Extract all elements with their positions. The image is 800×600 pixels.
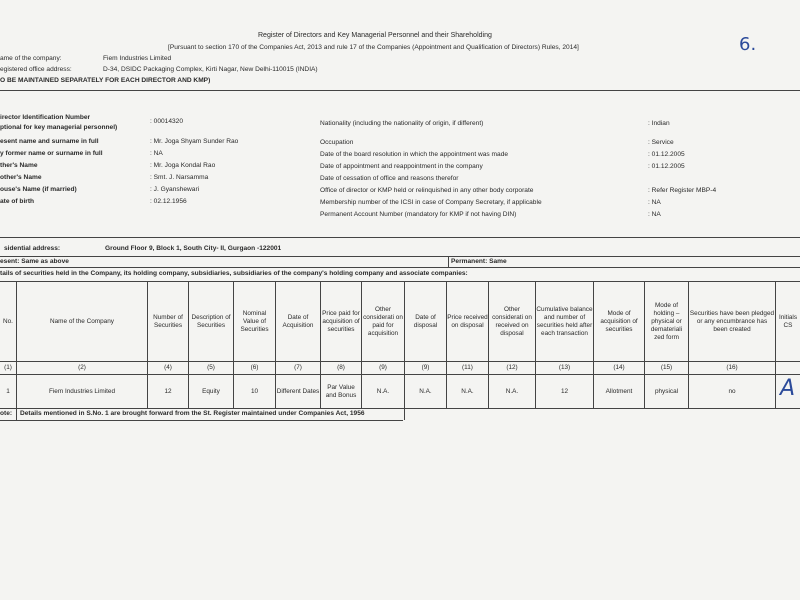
present-address: esent: Same as above	[0, 258, 69, 265]
column-number: (5)	[207, 364, 215, 371]
field-value: : Refer Register MBP-4	[648, 187, 717, 194]
column-header: Cumulative balance and number of securities held after each transaction	[536, 305, 593, 337]
table-cell: 10	[250, 387, 259, 395]
column-number: (13)	[558, 364, 571, 371]
table-cell: Equity	[202, 387, 220, 395]
field-label: Office of director or KMP held or relinquished in any other body corporate	[320, 187, 534, 194]
field-value: : NA	[648, 199, 661, 206]
column-header: No.	[3, 317, 13, 325]
field-label: ptional for key managerial personnel)	[0, 124, 118, 131]
column-number: (8)	[337, 364, 345, 371]
column-header: Name of the Company	[50, 317, 114, 325]
company-name-label: ame of the company:	[0, 55, 62, 62]
table-cell: N.A.	[376, 387, 390, 395]
table-border	[0, 420, 403, 421]
table-cell: 12	[164, 387, 172, 395]
divider	[448, 256, 449, 267]
field-label: Nationality (including the nationality of origin, if different)	[320, 120, 484, 127]
column-header: Price received on disposal	[447, 313, 488, 329]
table-cell: no	[728, 387, 736, 395]
divider	[0, 267, 800, 268]
permanent-address: Permanent: Same	[451, 258, 507, 265]
column-header: Securities have been pledged or any encumbrance has been created	[689, 309, 775, 333]
divider	[0, 237, 800, 238]
table-cell: N.A.	[505, 387, 519, 395]
field-label: esent name and surname in full	[0, 138, 99, 145]
office-address-value: D-34, DSIDC Packaging Complex, Kirti Nagar, New Delhi-110015 (INDIA)	[103, 66, 318, 73]
field-label: Permanent Account Number (mandatory for KMP if not having DIN)	[320, 211, 517, 218]
column-header: Number of Securities	[153, 313, 183, 329]
column-number: (9)	[421, 364, 430, 371]
field-value: : J. Gyanshewari	[150, 186, 200, 193]
table-cell: 1	[6, 387, 10, 395]
table-cell: Par Value and Bonus	[325, 383, 357, 399]
column-number: (9)	[379, 364, 387, 371]
securities-heading: tails of securities held in the Company, its holding company, subsidiaries, subsidiaries of the company's holding company and associate companies:	[0, 270, 468, 277]
table-cell: N.A.	[461, 387, 474, 395]
column-header: Mode of acquisition of securities	[600, 309, 638, 333]
maintenance-note: O BE MAINTAINED SEPARATELY FOR EACH DIRECTOR AND KMP)	[0, 77, 211, 84]
note-label: ote:	[0, 410, 13, 417]
column-number: (15)	[660, 364, 673, 371]
table-cell: Different Dates	[276, 387, 320, 395]
field-label: ther's Name	[0, 162, 38, 169]
table-cell: Fiem Industries Limited	[48, 387, 116, 395]
column-header: Mode of holding – physical or demateriali zed form	[650, 301, 683, 341]
table-cell: physical	[654, 387, 679, 395]
field-value: : 01.12.2005	[648, 151, 685, 158]
handwritten-initials: A	[780, 376, 796, 401]
register-title: Register of Directors and Key Managerial Personnel and their Shareholding	[258, 32, 492, 39]
handwritten-page-mark: 6.	[739, 34, 757, 55]
column-header: Other considerati on paid for acquisition	[363, 305, 403, 337]
column-number: (11)	[462, 364, 473, 371]
field-label: ouse's Name (if married)	[0, 186, 77, 193]
field-label: Date of appointment and reappointment in the company	[320, 163, 483, 170]
field-value: : Mr. Joga Shyam Sunder Rao	[150, 138, 239, 145]
column-number: (1)	[4, 364, 12, 371]
column-number: (2)	[78, 364, 86, 371]
table-cell: Allotment	[605, 387, 633, 395]
column-header: Price paid for acquisition of securities	[322, 309, 360, 333]
company-name-value: Fiem Industries Limited	[103, 55, 172, 62]
column-header: Nominal Value of Securities	[240, 309, 269, 333]
column-header: Description of Securities	[191, 313, 231, 329]
field-label: Date of the board resolution in which the appointment was made	[320, 151, 509, 158]
divider	[0, 256, 800, 257]
column-number: (7)	[294, 364, 302, 371]
field-label: Date of cessation of office and reasons therefor	[320, 175, 459, 182]
table-border	[0, 408, 800, 409]
field-label: irector Identification Number	[0, 114, 91, 121]
column-number: (4)	[164, 364, 172, 371]
table-cell: N.A.	[419, 387, 432, 395]
field-label: Occupation	[320, 139, 354, 146]
field-label: y former name or surname in full	[0, 150, 103, 157]
field-value: : Mr. Joga Kondal Rao	[150, 162, 216, 169]
field-value: : Service	[648, 139, 674, 146]
column-number: (14)	[613, 364, 625, 371]
note-text: Details mentioned in S.No. 1 are brought forward from the St. Register maintained under Companies Act, 1956	[20, 410, 365, 417]
field-value: : Smt. J. Narsamma	[150, 174, 209, 181]
column-header: Date of Acquisition	[282, 313, 314, 329]
table-cell: 12	[560, 387, 569, 395]
field-value: : NA	[648, 211, 661, 218]
field-label: other's Name	[0, 174, 42, 181]
field-label: Membership number of the ICSI in case of Company Secretary, if applicable	[320, 199, 542, 206]
column-number: (16)	[726, 364, 738, 371]
field-label: ate of birth	[0, 198, 35, 205]
field-value: : NA	[150, 150, 163, 157]
residential-address-value: Ground Floor 9, Block 1, South City- II, Gurgaon -122001	[105, 245, 282, 252]
divider	[0, 90, 800, 91]
column-number: (6)	[250, 364, 259, 371]
field-value: : Indian	[648, 120, 670, 127]
field-value: : 01.12.2005	[648, 163, 685, 170]
column-header: Date of disposal	[413, 313, 438, 329]
column-header: Initials CS	[778, 313, 798, 329]
column-header: Other considerati on received on disposal	[492, 305, 532, 337]
column-number: (12)	[506, 364, 518, 371]
register-subtitle: [Pursuant to section 170 of the Companies Act, 2013 and rule 17 of the Companies (Appointment and Qualification of Directors) Rules, 2014]	[168, 44, 579, 51]
field-value: : 02.12.1956	[150, 198, 187, 205]
office-address-label: egistered office address:	[0, 66, 72, 73]
field-value: : 00014320	[150, 118, 184, 125]
residential-address-label: sidential address:	[4, 245, 61, 252]
